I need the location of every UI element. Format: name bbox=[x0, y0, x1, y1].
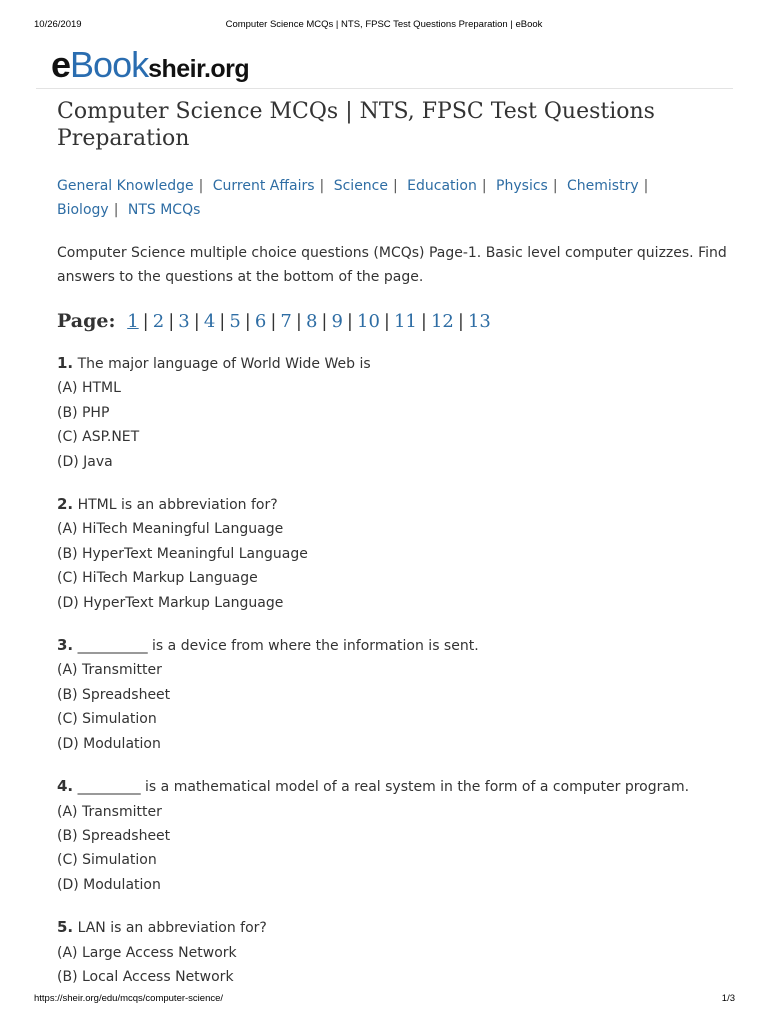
intro-text: Computer Science multiple choice questions (MCQs) Page-1. Basic level computer quizzes. Find answers to the questions at the bottom of the page. bbox=[57, 245, 727, 285]
question-text: __________ is a device from where the information is sent. bbox=[77, 638, 479, 655]
pagination-separator: | bbox=[420, 311, 427, 332]
print-page-number: 1/3 bbox=[721, 993, 735, 1004]
answer-option: (D) Modulation bbox=[57, 876, 161, 893]
answer-option: (C) Simulation bbox=[57, 852, 157, 869]
nav-separator: | bbox=[393, 178, 398, 194]
nav-link-chemistry[interactable]: Chemistry bbox=[567, 178, 639, 194]
answer-option: (D) HyperText Markup Language bbox=[57, 594, 284, 611]
answer-option: (B) Local Access Network bbox=[57, 968, 234, 985]
nav-link-science[interactable]: Science bbox=[333, 178, 388, 194]
pagination-label: Page: bbox=[57, 310, 116, 332]
pagination-separator: | bbox=[457, 311, 464, 332]
pagination-separator: | bbox=[142, 311, 149, 332]
nav-link-nts-mcqs[interactable]: NTS MCQs bbox=[127, 202, 201, 218]
page-link-6[interactable]: 6 bbox=[254, 311, 267, 332]
answer-option: (A) Transmitter bbox=[57, 803, 162, 820]
answer-option: (A) HiTech Meaningful Language bbox=[57, 521, 284, 538]
print-title: Computer Science MCQs | NTS, FPSC Test Questions Preparation | eBook bbox=[225, 19, 543, 30]
page-title: Computer Science MCQs | NTS, FPSC Test Questions Preparation bbox=[57, 99, 655, 151]
answer-option: (C) HiTech Markup Language bbox=[57, 570, 258, 587]
page-link-7[interactable]: 7 bbox=[280, 311, 292, 332]
question-item bbox=[57, 351, 737, 474]
question-item bbox=[57, 915, 737, 989]
page-link-13[interactable]: 13 bbox=[467, 311, 491, 332]
question-line bbox=[57, 915, 737, 940]
nav-separator: | bbox=[552, 178, 558, 194]
question-number: 3. bbox=[57, 636, 74, 655]
nav-separator: | bbox=[113, 202, 119, 218]
nav-link-general-knowledge[interactable]: General Knowledge bbox=[57, 178, 194, 194]
nav-link-current-affairs[interactable]: Current Affairs bbox=[212, 178, 315, 194]
pagination-separator: | bbox=[321, 311, 328, 332]
nav-link-biology[interactable]: Biology bbox=[57, 202, 109, 218]
logo-part-sheir: sheir.org bbox=[148, 55, 250, 83]
nav-link-physics[interactable]: Physics bbox=[496, 178, 548, 194]
pagination-separator: | bbox=[270, 311, 277, 332]
answer-option: (B) Spreadsheet bbox=[57, 686, 171, 703]
page-link-10[interactable]: 10 bbox=[357, 311, 380, 332]
print-date: 10/26/2019 bbox=[34, 19, 82, 30]
pagination-separator: | bbox=[295, 311, 302, 332]
nav-separator: | bbox=[319, 178, 325, 194]
logo-part-e: e bbox=[51, 44, 71, 85]
pagination-separator: | bbox=[244, 311, 251, 332]
pagination-separator: | bbox=[219, 311, 226, 332]
question-text: LAN is an abbreviation for? bbox=[77, 920, 267, 937]
site-logo[interactable] bbox=[51, 44, 249, 84]
page-link-5[interactable]: 5 bbox=[229, 311, 241, 332]
question-list bbox=[57, 351, 737, 1007]
question-text: _________ is a mathematical model of a real system in the form of a computer program. bbox=[77, 779, 690, 796]
answer-option: (B) HyperText Meaningful Language bbox=[57, 545, 308, 562]
question-number: 1. bbox=[57, 354, 74, 372]
page-link-12[interactable]: 12 bbox=[430, 311, 454, 332]
answer-option: (A) HTML bbox=[57, 380, 121, 397]
print-url: https://sheir.org/edu/mcqs/computer-science/ bbox=[34, 993, 224, 1004]
logo-part-book: Book bbox=[70, 44, 149, 85]
question-item bbox=[57, 774, 737, 897]
pagination-separator: | bbox=[346, 311, 353, 332]
pagination-separator: | bbox=[168, 311, 175, 332]
question-item bbox=[57, 633, 737, 756]
answer-option: (C) ASP.NET bbox=[57, 429, 140, 446]
answer-option: (A) Large Access Network bbox=[57, 944, 237, 961]
nav-link-education[interactable]: Education bbox=[407, 178, 477, 194]
pagination bbox=[57, 307, 491, 336]
nav-separator: | bbox=[198, 178, 204, 194]
category-nav bbox=[57, 174, 717, 222]
print-footer bbox=[0, 990, 768, 1010]
nav-separator: | bbox=[481, 178, 487, 194]
question-text: The major language of World Wide Web is bbox=[77, 356, 371, 372]
answer-option: (B) Spreadsheet bbox=[57, 827, 171, 844]
question-number: 2. bbox=[57, 495, 74, 514]
page-link-9[interactable]: 9 bbox=[331, 311, 343, 332]
page-link-8[interactable]: 8 bbox=[305, 311, 318, 332]
question-item bbox=[57, 492, 737, 615]
question-number: 5. bbox=[57, 918, 74, 937]
pagination-separator: | bbox=[383, 311, 390, 332]
question-line bbox=[57, 492, 737, 517]
answer-option: (C) Simulation bbox=[57, 711, 157, 728]
question-line bbox=[57, 351, 737, 376]
answer-option: (B) PHP bbox=[57, 404, 110, 421]
question-number: 4. bbox=[57, 777, 74, 796]
page-link-1[interactable]: 1 bbox=[127, 311, 139, 332]
page-link-2[interactable]: 2 bbox=[152, 311, 165, 332]
nav-separator: | bbox=[643, 178, 649, 194]
print-header bbox=[0, 0, 768, 30]
page-link-11[interactable]: 11 bbox=[393, 311, 417, 332]
answer-option: (D) Modulation bbox=[57, 735, 161, 752]
page-link-3[interactable]: 3 bbox=[178, 311, 190, 332]
page-link-4[interactable]: 4 bbox=[203, 311, 216, 332]
answer-option: (A) Transmitter bbox=[57, 662, 162, 679]
question-line bbox=[57, 774, 737, 799]
answer-option: (D) Java bbox=[57, 453, 113, 470]
question-line bbox=[57, 633, 737, 658]
question-text: HTML is an abbreviation for? bbox=[77, 497, 278, 514]
pagination-separator: | bbox=[193, 311, 200, 332]
header-divider bbox=[36, 88, 733, 89]
